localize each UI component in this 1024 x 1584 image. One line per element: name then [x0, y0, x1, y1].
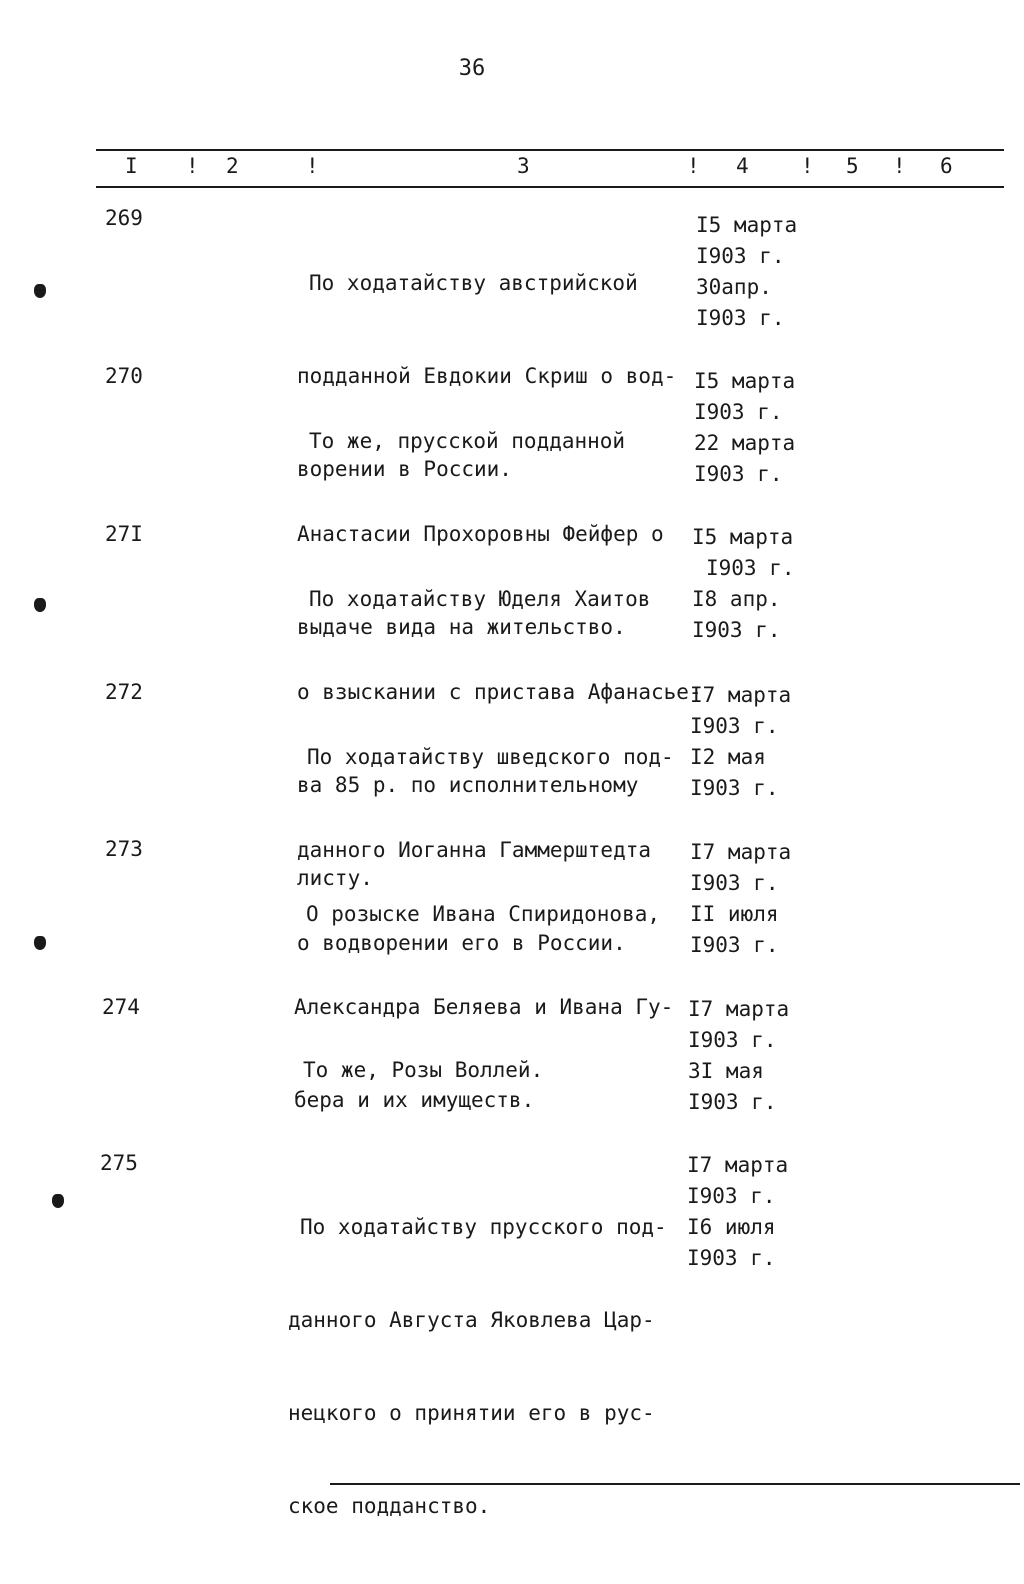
header-separator: !	[893, 154, 906, 178]
date-line: I903 г.	[692, 618, 781, 642]
header-separator: !	[186, 154, 199, 178]
description-line: о взыскании с пристава Афанасье-	[297, 680, 702, 704]
date-line: I7 марта	[690, 683, 792, 707]
date-line: I903 г.	[688, 1090, 777, 1114]
description-line: о водворении его в России.	[297, 931, 626, 955]
date-line: I903 г.	[690, 871, 779, 895]
date-line: I6 июля	[687, 1215, 776, 1239]
date-line: I903 г.	[687, 1184, 776, 1208]
description-line: ское подданство.	[288, 1494, 491, 1518]
description-line: По ходатайству шведского под-	[307, 745, 674, 769]
date-line: I903 г.	[694, 462, 783, 486]
date-line: 3I мая	[688, 1059, 764, 1083]
punch-hole-mark	[34, 284, 46, 298]
header-separator: !	[801, 154, 814, 178]
entry-number: 269	[105, 206, 143, 230]
date-line: I2 мая	[690, 745, 766, 769]
date-line: I5 марта	[692, 525, 794, 549]
entry-description	[288, 1150, 667, 1584]
date-line: I5 марта	[694, 369, 796, 393]
entry-dates	[687, 1150, 788, 1274]
header-col-3: 3	[517, 154, 530, 178]
entry-number: 275	[100, 1151, 138, 1175]
header-col-1: I	[125, 154, 138, 178]
entry-number: 270	[105, 364, 143, 388]
entry-number: 273	[105, 837, 143, 861]
date-line: I7 марта	[690, 840, 792, 864]
header-col-4: 4	[736, 154, 749, 178]
description-line: Александра Беляева и Ивана Гу-	[294, 995, 674, 1019]
punch-hole-mark	[52, 1194, 64, 1208]
header-top-rule	[96, 149, 1004, 151]
date-line: I903 г.	[694, 400, 783, 424]
date-line: II июля	[690, 902, 779, 926]
description-line: По ходатайству австрийской	[309, 271, 638, 295]
entry-number: 274	[102, 995, 140, 1019]
entry-number: 272	[105, 680, 143, 704]
entry-dates	[690, 837, 791, 961]
date-line: I903 г.	[690, 776, 779, 800]
date-line: 30апр.	[696, 275, 772, 299]
punch-hole-mark	[34, 598, 46, 612]
entry-dates	[688, 994, 789, 1118]
description-line: подданной Евдокии Скриш о вод-	[297, 364, 677, 388]
date-line: 22 марта	[694, 431, 796, 455]
entry-number: 27I	[105, 522, 143, 546]
header-separator: !	[306, 154, 319, 178]
date-line: I903 г.	[690, 933, 779, 957]
date-line: I903 г.	[688, 1028, 777, 1052]
date-line: I5 марта	[696, 213, 798, 237]
punch-hole-mark	[34, 936, 46, 950]
date-line: I7 марта	[687, 1153, 789, 1177]
description-line: ворении в России.	[297, 457, 512, 481]
description-line: О розыске Ивана Спиридонова,	[306, 902, 661, 926]
description-line: То же, Розы Воллей.	[303, 1058, 544, 1082]
header-separator: !	[687, 154, 700, 178]
entry-dates	[694, 366, 795, 490]
date-line: I903 г.	[696, 306, 785, 330]
description-line: данного Иоганна Гаммерштедта	[297, 838, 652, 862]
description-line: листу.	[297, 866, 373, 890]
description-line: Анастасии Прохоровны Фейфер о	[297, 522, 664, 546]
date-line: I903 г.	[696, 244, 785, 268]
date-line: I8 апр.	[692, 587, 781, 611]
header-bottom-rule	[96, 186, 1004, 188]
description-line: По ходатайству Юделя Хаитов	[309, 587, 651, 611]
description-line: данного Августа Яковлева Цар-	[288, 1308, 655, 1332]
description-line: То же, прусской подданной	[309, 429, 626, 453]
entry-dates	[692, 522, 795, 646]
description-line: бера и их имуществ.	[294, 1088, 535, 1112]
header-col-5: 5	[846, 154, 859, 178]
date-line: I903 г.	[706, 556, 795, 580]
date-line: I7 марта	[688, 997, 790, 1021]
header-col-2: 2	[226, 154, 239, 178]
header-col-6: 6	[940, 154, 953, 178]
footer-rule	[330, 1483, 1020, 1485]
description-line: нецкого о принятии его в рус-	[288, 1401, 655, 1425]
page-number: 36	[458, 56, 486, 81]
description-line: выдаче вида на жительство.	[297, 615, 626, 639]
entry-dates	[690, 680, 791, 804]
description-line: По ходатайству прусского под-	[300, 1215, 667, 1239]
description-line: ва 85 р. по исполнительному	[297, 773, 639, 797]
date-line: I903 г.	[687, 1246, 776, 1270]
entry-description	[303, 993, 543, 1148]
date-line: I903 г.	[690, 714, 779, 738]
entry-dates	[696, 210, 797, 334]
